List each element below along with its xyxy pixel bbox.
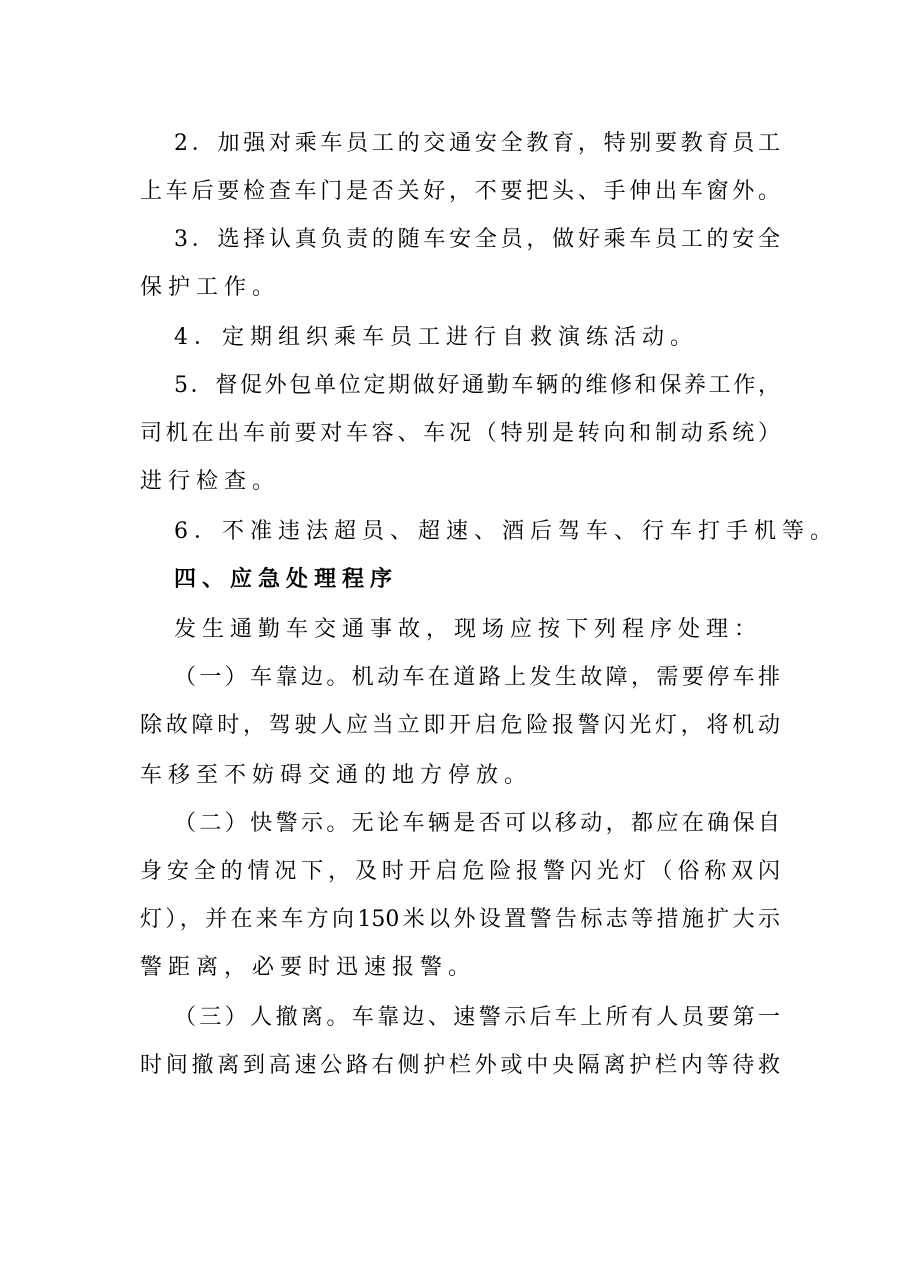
text-line: 发生通勤车交通事故，现场应按下列程序处理： xyxy=(174,617,763,642)
text-line: 灯），并在来车方向150米以外设置警告标志等措施扩大示 xyxy=(140,907,780,932)
text-line: 3．选择认真负责的随车安全员，做好乘车员工的安全 xyxy=(174,227,780,252)
section-heading: 四、应急处理程序 xyxy=(174,567,399,592)
text-line: 2．加强对乘车员工的交通安全教育，特别要教育员工 xyxy=(174,131,780,156)
text-line: 车移至不妨碍交通的地方停放。 xyxy=(140,763,533,788)
text-line: 司机在出车前要对车容、车况（特别是转向和制动系统） xyxy=(140,421,780,446)
text-line: 身安全的情况下，及时开启危险报警闪光灯（俗称双闪 xyxy=(140,859,780,884)
text-line: 6．不准违法超员、超速、酒后驾车、行车打手机等。 xyxy=(174,519,838,544)
text-line: （二）快警示。无论车辆是否可以移动，都应在确保自 xyxy=(174,811,780,836)
text-line: 4．定期组织乘车员工进行自救演练活动。 xyxy=(174,325,698,350)
text-line: （三）人撤离。车靠边、速警示后车上所有人员要第一 xyxy=(174,1005,780,1030)
text-line: 保护工作。 xyxy=(140,275,281,300)
text-line: 进行检查。 xyxy=(140,469,281,494)
text-line: 除故障时，驾驶人应当立即开启危险报警闪光灯，将机动 xyxy=(140,713,780,738)
text-line: 时间撤离到高速公路右侧护栏外或中央隔离护栏内等待救 xyxy=(140,1053,780,1078)
text-line: 5．督促外包单位定期做好通勤车辆的维修和保养工作， xyxy=(174,373,780,398)
text-line: （一）车靠边。机动车在道路上发生故障，需要停车排 xyxy=(174,665,780,690)
text-line: 警距离，必要时迅速报警。 xyxy=(140,955,477,980)
text-line: 上车后要检查车门是否关好，不要把头、手伸出车窗外。 xyxy=(140,179,780,204)
